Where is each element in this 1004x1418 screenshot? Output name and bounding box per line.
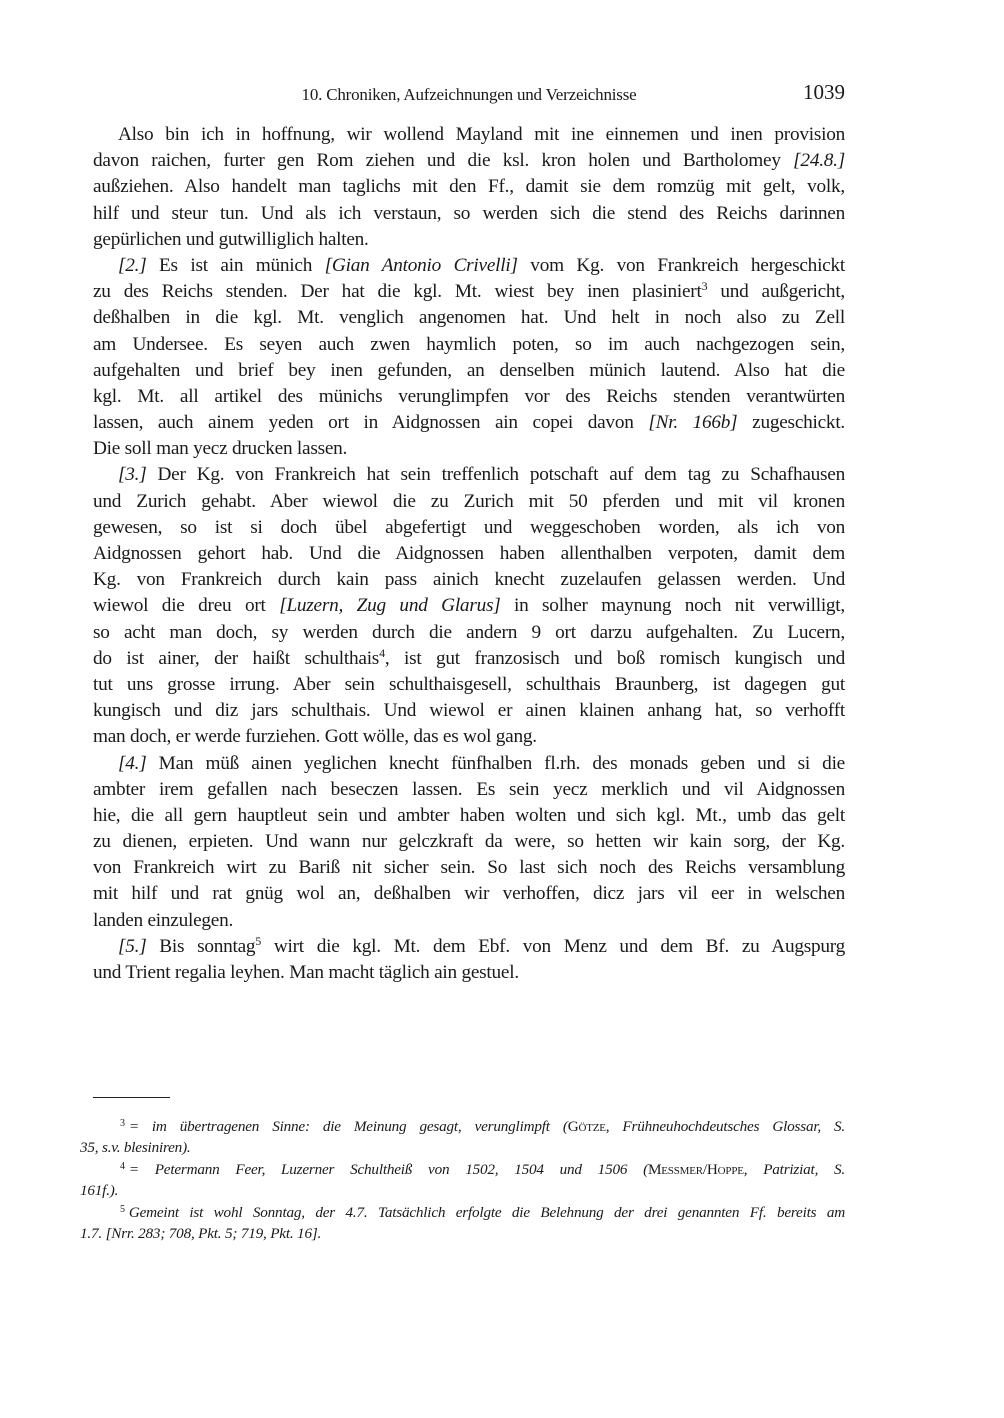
text-run: wiewol die dreu ort [93,595,280,617]
text-run: tut uns grosse irrung. Aber sein schulthaisgesell, schulthais Braunberg, ist dagegen gut [93,673,845,695]
text-line [93,227,845,253]
footnote-number: 3 [120,1118,125,1129]
footnote-separator [93,1097,170,1098]
text-run: ambter irem gefallen nach beseczen lassen. Es sein yecz merklich und vil Aidgnossen [93,778,845,800]
text-run: landen einzulegen. [93,909,234,931]
footnote [80,1116,845,1159]
text-run: am Undersee. Es seyen auch zwen haymlich poten, so im auch nachgezogen sein, [93,333,845,355]
text-run: so acht man doch, sy werden durch die andern 9 ort darzu aufgehalten. Zu Lucern, [93,621,845,643]
text-run: 161f.). [80,1182,119,1200]
text-run: lassen, auch ainem yeden ort in Aidgnossen ain copei davon [93,412,649,434]
text-line [93,620,845,646]
editorial-annotation: [3.] [118,464,147,486]
text-run: , Patriziat, S. [743,1160,845,1178]
text-run: zu des Reichs stenden. Der hat die kgl. Mt. wiest bey inen plasiniert [93,281,702,303]
text-line [93,777,845,803]
text-line [93,515,845,541]
text-run: in solher maynung noch nit verwilligt, [500,595,845,617]
text-line [93,803,845,829]
footnote-line [80,1137,845,1158]
footnote [80,1159,845,1202]
footnote [80,1202,845,1245]
footnote-line [80,1159,845,1180]
footnote-line [80,1223,845,1244]
text-run: 1.7. [Nrr. 283; 708, Pkt. 5; 719, Pkt. 16]. [80,1224,322,1242]
text-run: Man müß ainen yeglichen knecht fünfhalben fl.rh. des monads geben und si die [146,752,845,774]
text-run: zugeschickt. [737,412,845,434]
text-line [93,410,845,436]
text-run: mit hilf und rat gnüg wol an, deßhalben wir verhoffen, dicz jars vil eer in welschen [93,883,845,905]
text-line [93,593,845,619]
text-run: 35, s.v. blesiniren). [80,1139,191,1157]
text-line [93,148,845,174]
paragraph [93,122,845,253]
paragraph [93,253,845,463]
paragraph [93,462,845,750]
text-run: und Trient regalia leyhen. Man macht täglich ain gestuel. [93,962,519,983]
author-name: Götze [567,1118,606,1135]
text-run: außziehen. Also handelt man taglichs mit den Ff., damit sie dem romzüg mit gelt, volk, [93,176,845,198]
text-run: Es ist ain münich [146,254,325,276]
text-run: hilf und steur tun. Und als ich verstaun, so werden sich die stend des Reichs darinnen [93,202,845,224]
text-line [93,724,845,750]
text-run: vom Kg. von Frankreich hergeschickt [517,254,845,276]
running-title: 10. Chroniken, Aufzeichnungen und Verzeichnisse [301,85,637,104]
text-line [93,934,845,960]
text-run: , ist gut franzosisch und boß romisch kungisch und [384,647,845,669]
text-line [93,436,845,462]
text-line [93,541,845,567]
text-line [93,122,845,148]
footnote-number: 5 [120,1203,125,1215]
editorial-annotation: [5.] [118,935,147,957]
text-run: und außgericht, [707,281,845,303]
author-name: Messmer [647,1160,703,1178]
footnote-reference: 5 [255,933,262,948]
paragraph [93,751,845,934]
page-number: 1039 [803,80,845,104]
text-line [93,646,845,672]
text-run: gepürlichen und gutwilliglich halten. [93,228,369,250]
text-line [93,855,845,881]
text-run: Die soll man yecz drucken lassen. [93,438,348,460]
text-line [93,881,845,907]
text-line [93,305,845,331]
editorial-annotation: [2.] [118,254,147,276]
footnote-line [80,1116,845,1137]
text-line [93,201,845,227]
text-line [93,253,845,279]
text-run: deßhalben in die kgl. Mt. venglich angenomen hat. Und helt in noch also zu Zell [93,307,845,329]
main-text [93,122,845,986]
text-run: Gemeint ist wohl Sonntag, der 4.7. Tatsächlich erfolgte die Belehnung der drei genannten Ff. bereits am [128,1203,845,1221]
text-line [93,462,845,488]
running-header [93,80,845,108]
text-run: hie, die all gern hauptleut sein und ambter haben wolten und sich kgl. Mt., umb das gelt [93,804,845,826]
editorial-annotation: [Luzern, Zug und Glarus] [279,595,501,617]
footnote-reference: 3 [701,279,708,294]
text-line [93,279,845,305]
footnotes [80,1116,845,1244]
text-run: wirt die kgl. Mt. dem Ebf. von Menz und dem Bf. zu Augspurg [261,935,845,957]
footnote-line [80,1180,845,1201]
text-run: do ist ainer, der haißt schulthais [93,647,380,669]
text-line [93,908,845,934]
text-line [93,332,845,358]
text-run: / [702,1160,707,1178]
editorial-annotation: [4.] [118,752,147,774]
footnote-reference: 4 [379,645,385,660]
text-run: gewesen, so ist si doch übel abgefertigt und weggeschoben worden, als ich von [93,516,845,538]
text-line [93,751,845,777]
text-line [93,698,845,724]
footnote-number: 4 [120,1160,125,1172]
text-run: Bis sonntag [146,935,256,957]
text-run: zu dienen, erpieten. Und wann nur gelczkraft da were, so hetten wir kain sorg, der Kg. [93,831,845,853]
editorial-annotation: [24.8.] [793,150,845,172]
paragraph [93,934,845,986]
text-run: = im übertragenen Sinne: die Meinung gesagt, verunglimpft ( [128,1118,568,1135]
text-run: und Zurich gehabt. Aber wiewol die zu Zurich mit 50 pferden und mit vil kronen [93,490,845,512]
text-line [93,960,845,986]
text-run: von Frankreich wirt zu Bariß nit sicher sein. So last sich noch des Reichs versamblung [93,857,845,879]
text-run: , Frühneuhochdeutsches Glossar, S. [605,1118,845,1135]
text-line [93,358,845,384]
text-run: kgl. Mt. all artikel des münichs verunglimpfen vor des Reichs stenden verantwürten [93,385,845,407]
text-line [93,672,845,698]
text-run: Kg. von Frankreich durch kain pass ainich knecht zuzelaufen gelassen werden. Und [93,569,845,591]
text-run: Aidgnossen gehort hab. Und die Aidgnossen haben allenthalben verpoten, damit dem [93,543,845,564]
text-line [93,829,845,855]
text-run: Also bin ich in hoffnung, wir wollend Mayland mit ine einnemen und inen provision [118,124,845,145]
footnote-line [80,1202,845,1223]
text-run: aufgehalten und brief bey inen gefunden, an denselben münich lautend. Also hat die [93,359,845,381]
text-run: kungisch und diz jars schulthais. Und wiewol er ainen klainen anhang hat, so verhofft [93,700,845,722]
text-run: davon raichen, furter gen Rom ziehen und die ksl. kron holen und Bartholomey [93,150,794,172]
text-line [93,567,845,593]
author-name: Hoppe [706,1160,744,1178]
editorial-annotation: [Gian Antonio Crivelli] [324,254,518,276]
text-line [93,489,845,515]
editorial-annotation: [Nr. 166b] [648,412,738,434]
text-line [93,384,845,410]
text-run: man doch, er werde furziehen. Gott wölle, das es wol gang. [93,726,537,748]
text-run: Der Kg. von Frankreich hat sein treffenlich potschaft auf dem tag zu Schafhausen [146,464,845,486]
text-line [93,174,845,200]
text-run: = Petermann Feer, Luzerner Schultheiß von 1502, 1504 und 1506 ( [128,1160,648,1178]
